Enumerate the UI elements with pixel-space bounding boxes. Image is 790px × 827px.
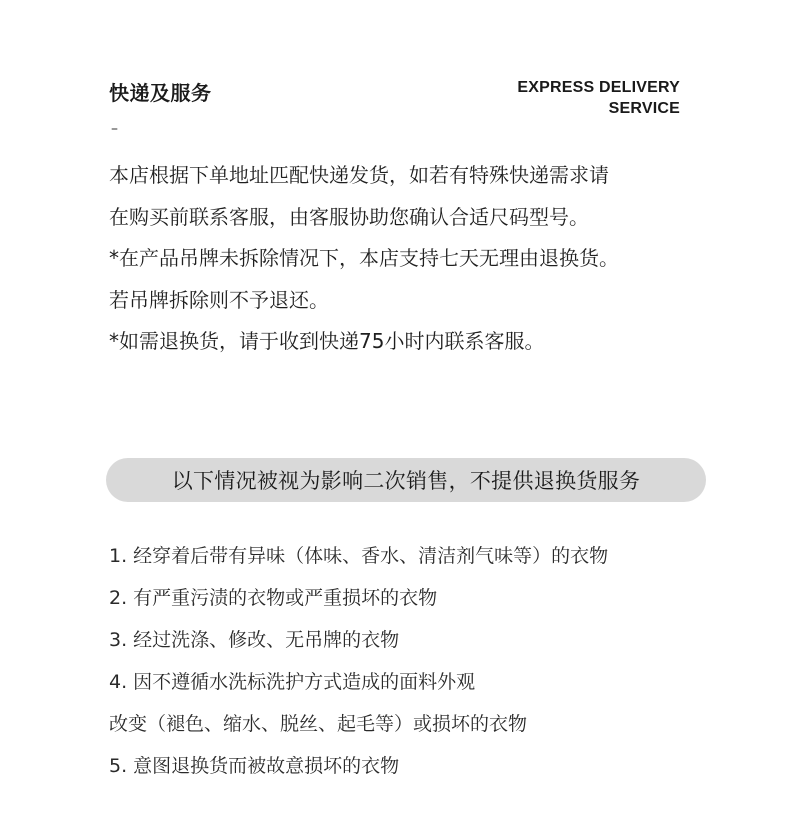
condition-item: 4. 因不遵循水洗标洗护方式造成的面料外观: [109, 671, 476, 693]
condition-item: 2. 有严重污渍的衣物或严重损坏的衣物: [109, 587, 438, 609]
policy-line: *如需退换货，请于收到快递75小时内联系客服。: [109, 329, 545, 353]
section-title-en-line2: SERVICE: [608, 100, 680, 117]
section-title-en-line1: EXPRESS DELIVERY: [517, 79, 680, 96]
section-title-en: [460, 77, 680, 119]
policy-line: 若吊牌拆除则不予退还。: [109, 287, 329, 312]
condition-item: 5. 意图退换货而被故意损坏的衣物: [109, 755, 400, 777]
policy-line: *在产品吊牌未拆除情况下，本店支持七天无理由退换货。: [109, 246, 619, 270]
no-return-conditions: [109, 535, 749, 787]
no-return-banner-text: 以下情况被视为影响二次销售，不提供退换货服务: [171, 469, 641, 493]
no-return-banner: [106, 458, 706, 502]
policy-line: 本店根据下单地址匹配快递发货，如若有特殊快递需求请: [109, 163, 609, 187]
condition-item-continued: 改变（褪色、缩水、脱丝、起毛等）或损坏的衣物: [109, 713, 528, 735]
policy-line: 在购买前联系客服，由客服协助您确认合适尺码型号。: [109, 204, 589, 229]
title-dash: –: [111, 121, 118, 137]
shipping-policy: [109, 155, 709, 363]
condition-item: 3. 经过洗涤、修改、无吊牌的衣物: [109, 629, 400, 651]
section-title-cn: 快递及服务: [109, 81, 212, 105]
condition-item: 1. 经穿着后带有异味（体味、香水、清洁剂气味等）的衣物: [109, 545, 609, 567]
